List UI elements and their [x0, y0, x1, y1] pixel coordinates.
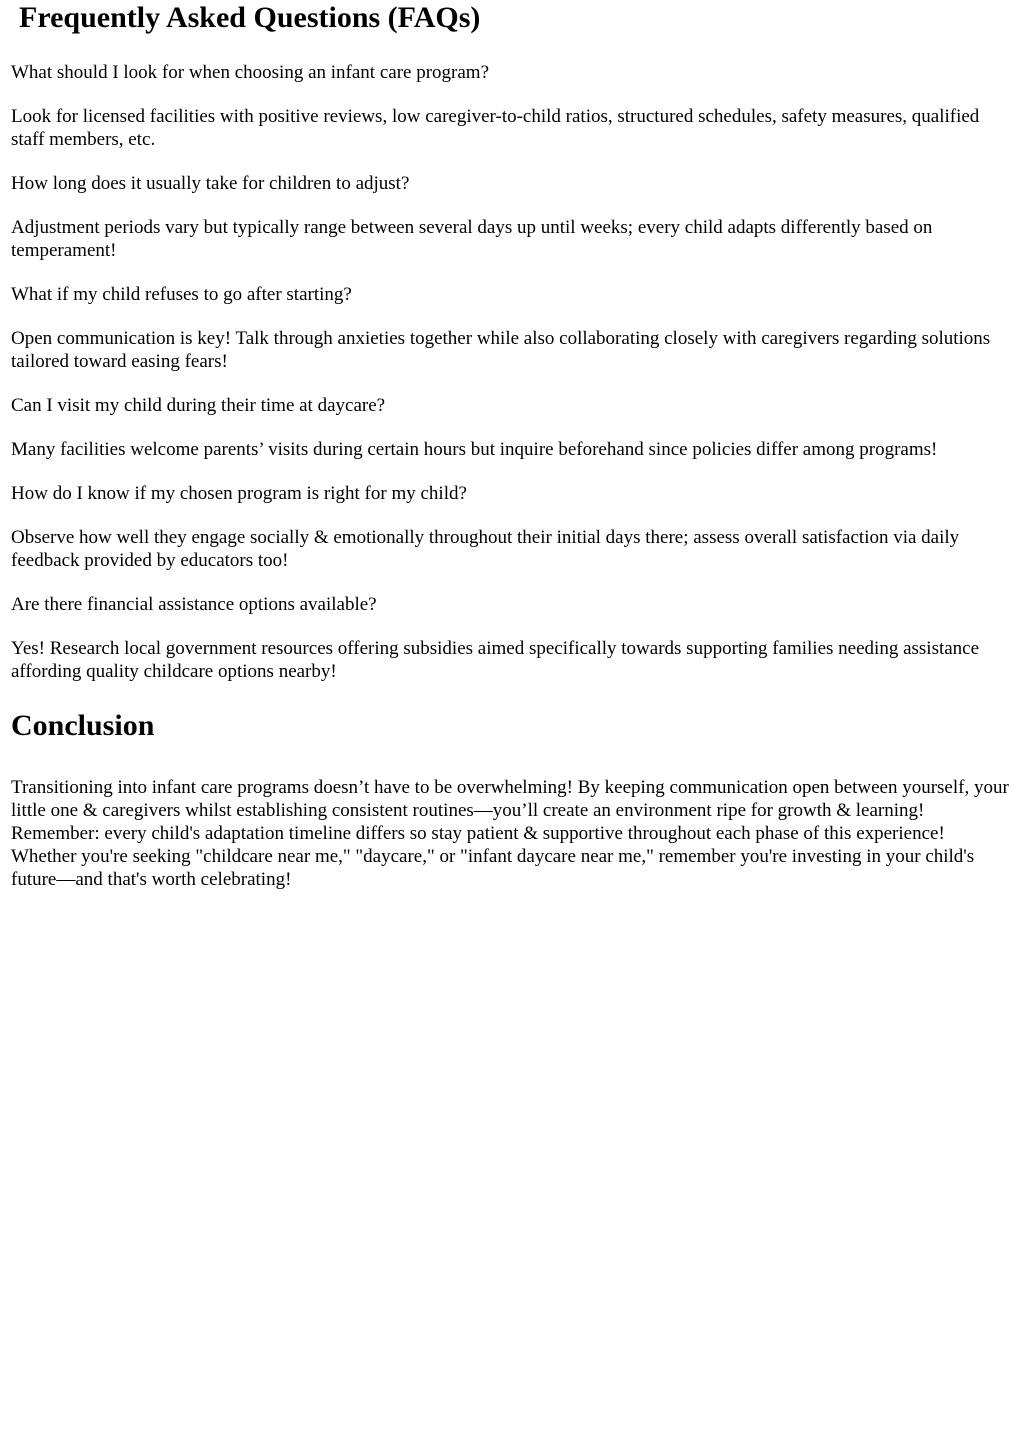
faq-question: How long does it usually take for children to adjust?: [11, 173, 410, 194]
faq-question: What should I look for when choosing an infant care program?: [11, 62, 490, 83]
faq-answer: Open communication is key! Talk through anxieties together while also collaborating closely with caregivers regarding solutions tailored toward easing fears!: [11, 328, 991, 372]
faq-question: Can I visit my child during their time at daycare?: [11, 395, 386, 416]
faq-answer: Observe how well they engage socially & emotionally throughout their initial days there; assess overall satisfaction via daily feedback provided by educators too!: [11, 527, 960, 571]
faq-heading: Frequently Asked Questions (FAQs): [19, 1, 481, 34]
faq-answer: Many facilities welcome parents’ visits during certain hours but inquire beforehand since policies differ among programs!: [11, 439, 938, 460]
faq-answer: Yes! Research local government resources offering subsidies aimed specifically towards supporting families needing assistance affording quality childcare options nearby!: [11, 638, 980, 682]
faq-question: What if my child refuses to go after starting?: [11, 284, 352, 305]
conclusion-heading: Conclusion: [11, 709, 155, 742]
conclusion-paragraph: Transitioning into infant care programs doesn’t have to be overwhelming! By keeping communication open between yourself, your little one & caregivers whilst establishing consistent routines—you’ll create an environment ripe for growth & learning! Remember: every child's adaptation timeline differs so stay patient & supportive throughout each phase of this experience! Whether you're seeking "childcare near me," "daycare," or "infant daycare near me," remember you're investing in your child's future—and that's worth celebrating!: [11, 777, 1009, 890]
faq-answer: Look for licensed facilities with positive reviews, low caregiver-to-child ratios, structured schedules, safety measures, qualified staff members, etc.: [11, 106, 980, 150]
faq-question: How do I know if my chosen program is right for my child?: [11, 483, 467, 504]
faq-list: [11, 61, 1012, 683]
faq-answer: Adjustment periods vary but typically range between several days up until weeks; every child adapts differently based on temperament!: [11, 217, 933, 261]
faq-question: Are there financial assistance options available?: [11, 594, 377, 615]
